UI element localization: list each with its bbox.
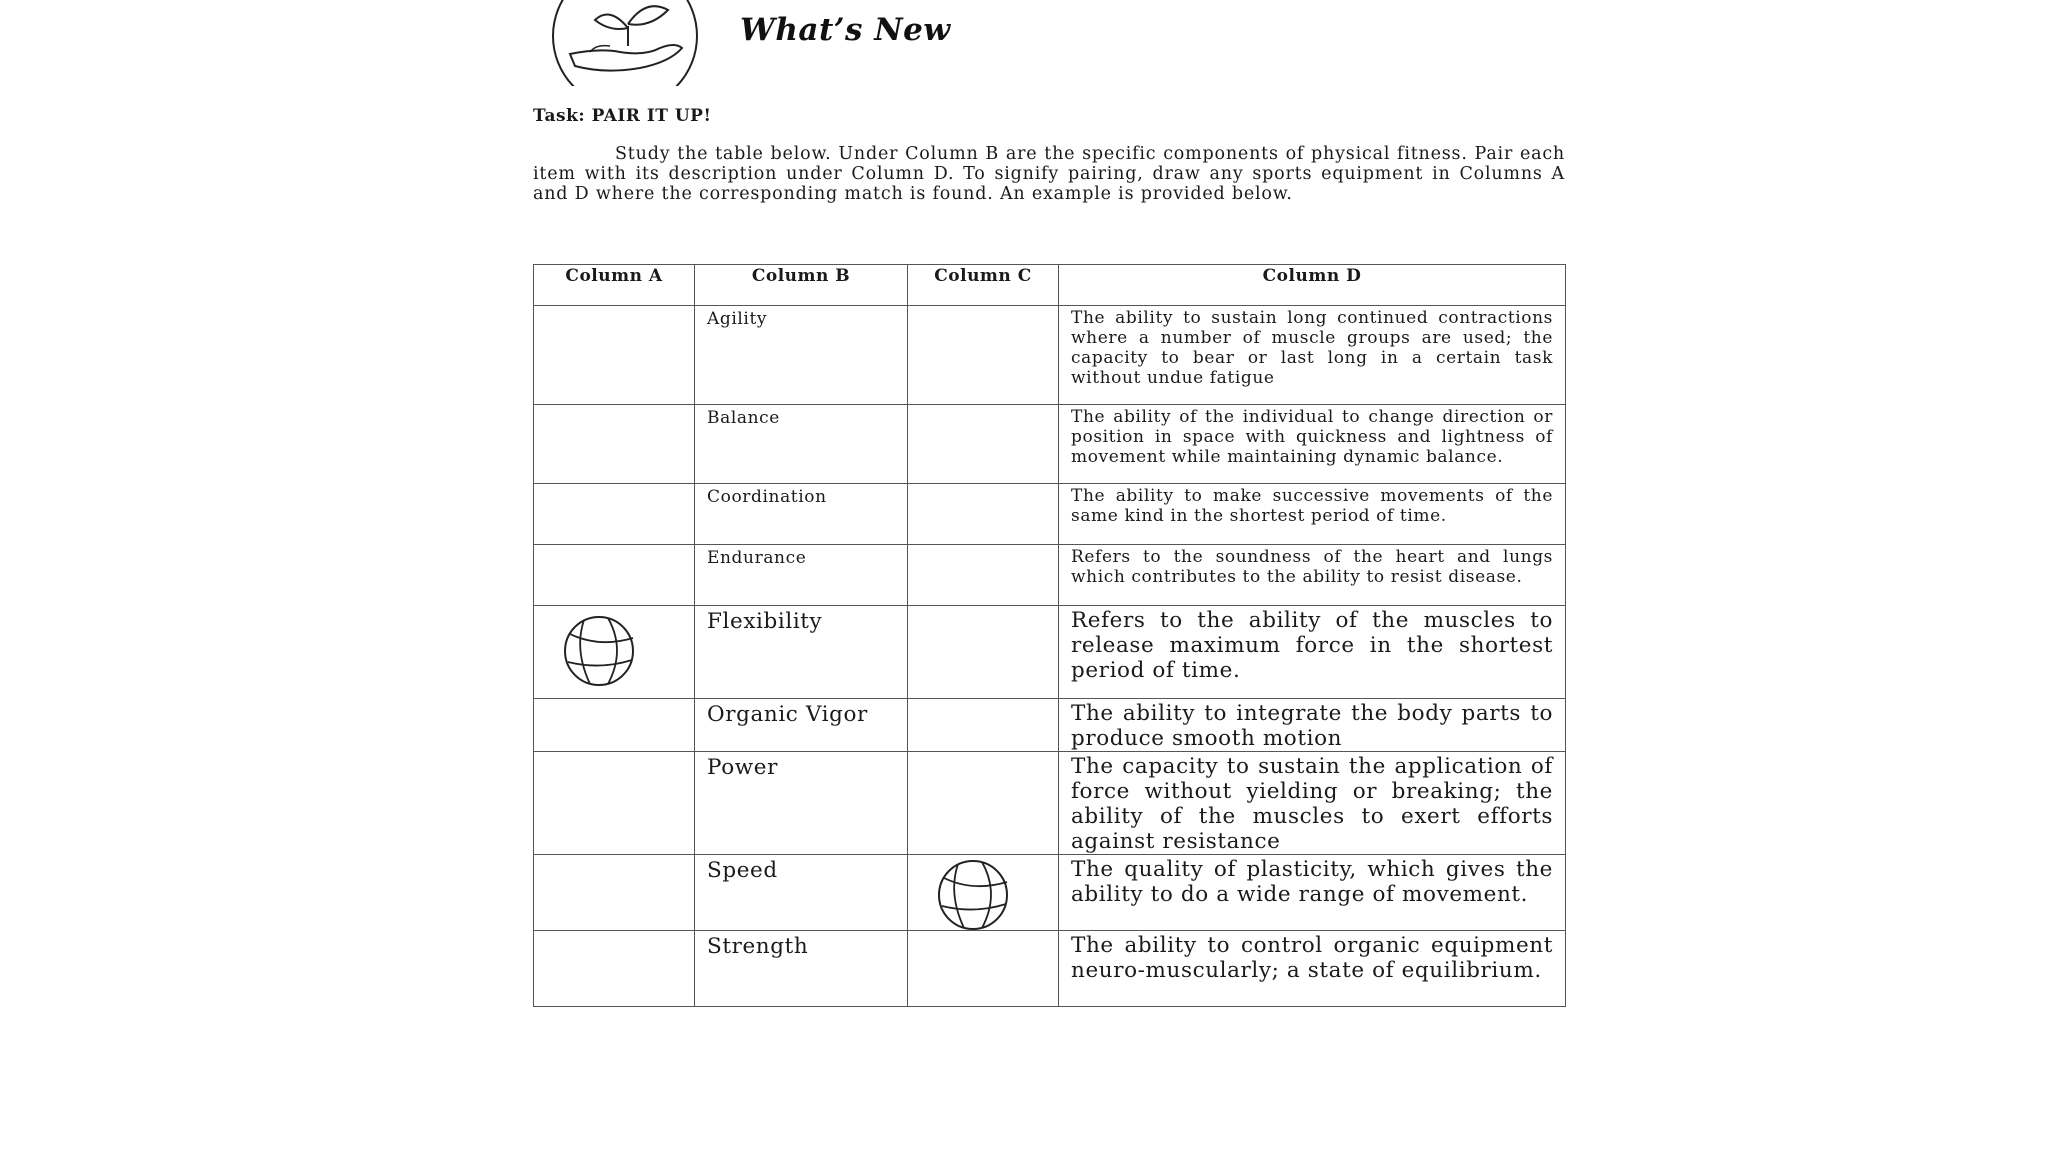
description-cell: Refers to the soundness of the heart and lungs which contributes to the ability to resist disease.: [1059, 545, 1566, 606]
table-row: [534, 306, 1566, 405]
table-row: [534, 699, 1566, 752]
basketball-icon: [930, 858, 1016, 932]
component-cell: Flexibility: [695, 606, 908, 699]
column-c-cell[interactable]: [908, 752, 1059, 855]
table-row: [534, 484, 1566, 545]
component-cell: Balance: [695, 405, 908, 484]
column-b-header: Column B: [695, 265, 908, 306]
table-row: [534, 606, 1566, 699]
description-cell: Refers to the ability of the muscles to release maximum force in the shortest period of time.: [1059, 606, 1566, 699]
column-a-cell[interactable]: [534, 306, 695, 405]
component-cell: Coordination: [695, 484, 908, 545]
column-a-cell[interactable]: [534, 545, 695, 606]
column-a-cell[interactable]: [534, 699, 695, 752]
table-row: [534, 931, 1566, 1007]
component-cell: Strength: [695, 931, 908, 1007]
hand-holding-plant-logo: [550, 0, 704, 86]
description-cell: The ability to control organic equipment neuro-muscularly; a state of equilibrium.: [1059, 931, 1566, 1007]
description-cell: The ability to make successive movements of the same kind in the shortest period of time.: [1059, 484, 1566, 545]
table-row: [534, 855, 1566, 931]
column-c-cell[interactable]: [908, 545, 1059, 606]
column-c-cell[interactable]: [908, 855, 1059, 931]
component-cell: Endurance: [695, 545, 908, 606]
column-d-header: Column D: [1059, 265, 1566, 306]
column-c-header: Column C: [908, 265, 1059, 306]
pairing-table: [533, 264, 1566, 1007]
column-a-cell[interactable]: [534, 484, 695, 545]
table-row: [534, 752, 1566, 855]
column-c-cell[interactable]: [908, 606, 1059, 699]
column-c-cell[interactable]: [908, 306, 1059, 405]
column-c-cell[interactable]: [908, 931, 1059, 1007]
column-c-cell[interactable]: [908, 484, 1059, 545]
description-cell: The capacity to sustain the application of force without yielding or breaking; the ability of the muscles to exert efforts against resistance: [1059, 752, 1566, 855]
description-cell: The ability to integrate the body parts to produce smooth motion: [1059, 699, 1566, 752]
component-cell: Speed: [695, 855, 908, 931]
column-a-cell[interactable]: [534, 606, 695, 699]
component-cell: Power: [695, 752, 908, 855]
column-a-header: Column A: [534, 265, 695, 306]
table-header-row: [534, 265, 1566, 306]
column-c-cell[interactable]: [908, 699, 1059, 752]
column-c-cell[interactable]: [908, 405, 1059, 484]
column-a-cell[interactable]: [534, 752, 695, 855]
column-a-cell[interactable]: [534, 855, 695, 931]
component-cell: Organic Vigor: [695, 699, 908, 752]
table-row: [534, 545, 1566, 606]
table-row: [534, 405, 1566, 484]
task-title: Task: PAIR IT UP!: [533, 106, 712, 126]
description-cell: The ability of the individual to change direction or position in space with quickness and lightness of movement while maintaining dynamic balance.: [1059, 405, 1566, 484]
instructions-paragraph: Study the table below. Under Column B are the specific components of physical fitness. Pair each item with its description under Column D. To signify pairing, draw any sports equipment in Columns A and D where the corresponding match is found. An example is provided below.: [533, 144, 1565, 204]
column-a-cell[interactable]: [534, 405, 695, 484]
description-cell: The ability to sustain long continued contractions where a number of muscle groups are used; the capacity to bear or last long in a certain task without undue fatigue: [1059, 306, 1566, 405]
description-cell: The quality of plasticity, which gives the ability to do a wide range of movement.: [1059, 855, 1566, 931]
basketball-icon: [556, 614, 642, 688]
component-cell: Agility: [695, 306, 908, 405]
column-a-cell[interactable]: [534, 931, 695, 1007]
section-heading: What’s New: [740, 12, 951, 48]
